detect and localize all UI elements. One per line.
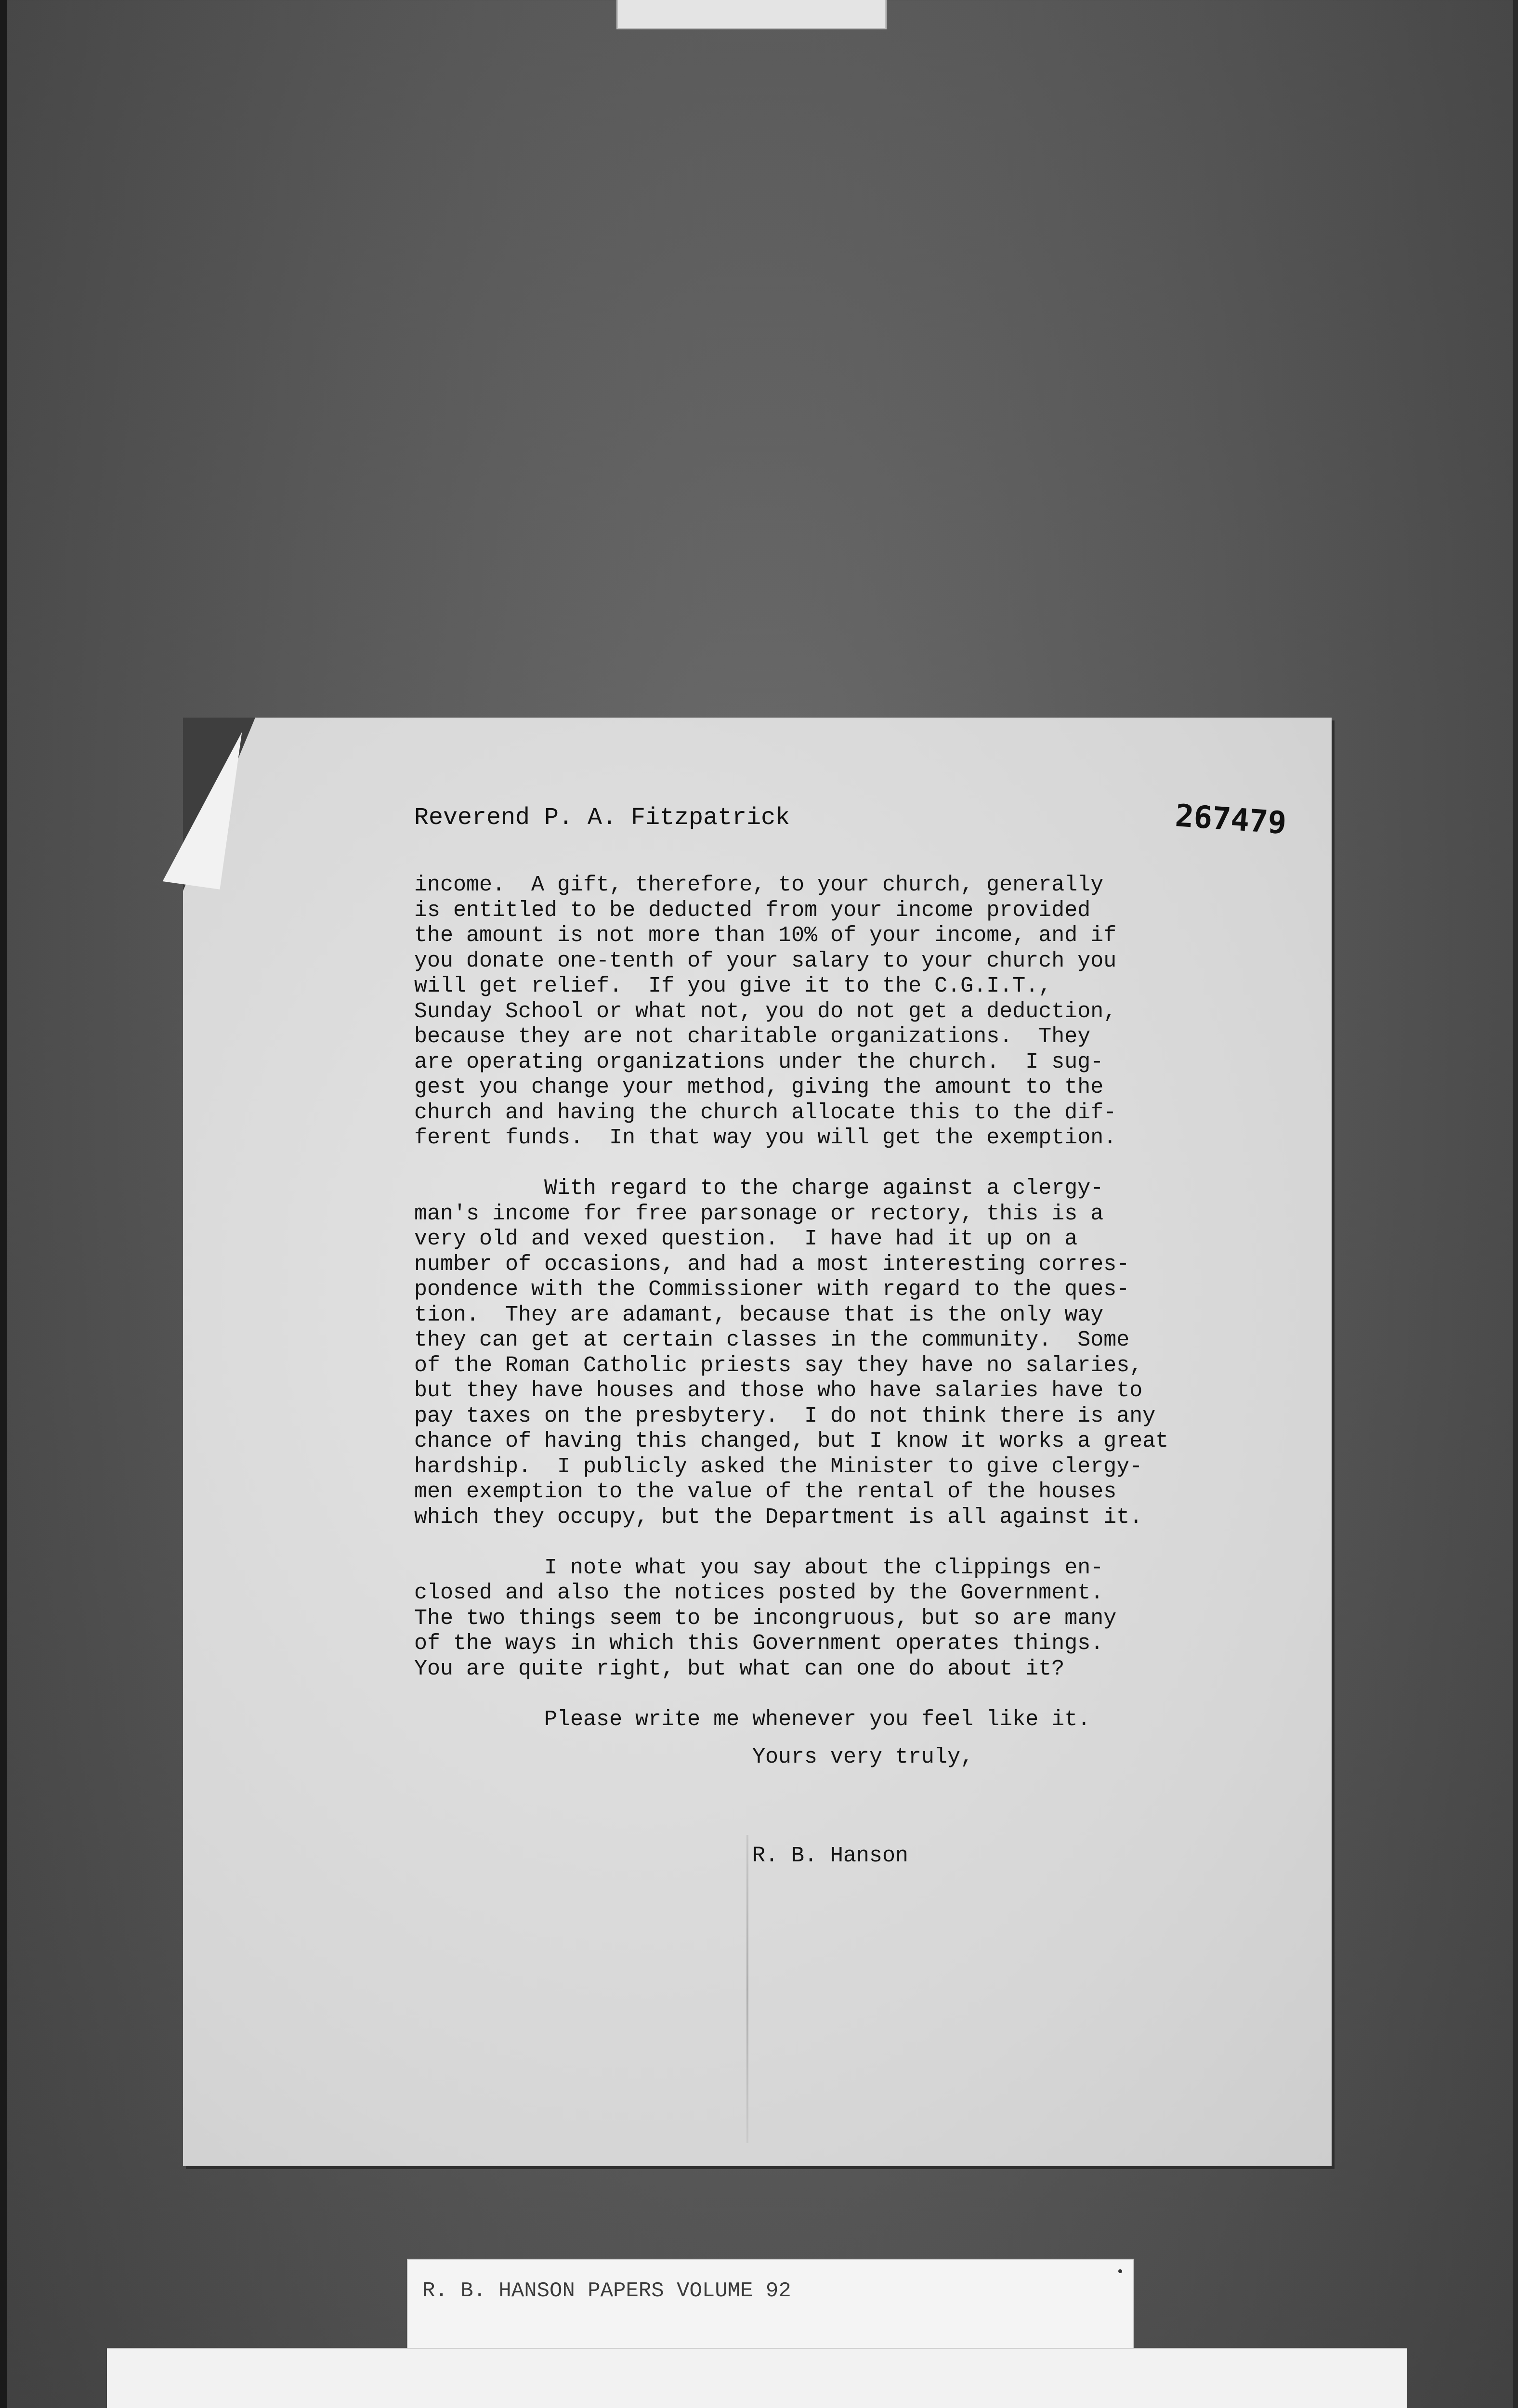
- text-line: of the ways in which this Government operates things.: [414, 1631, 1104, 1656]
- text-line: Please write me whenever you feel like it.: [414, 1707, 1091, 1732]
- top-mount-tab: [616, 0, 887, 29]
- text-line: closed and also the notices posted by the Government.: [414, 1581, 1104, 1605]
- scan-edge-right: [1513, 0, 1518, 2408]
- recipient-heading: Reverend P. A. Fitzpatrick: [414, 804, 790, 832]
- paragraph-gap: [414, 1151, 1305, 1177]
- label-mark: [1118, 2269, 1122, 2273]
- text-line: is entitled to be deducted from your income provided: [414, 898, 1091, 923]
- scan-edge-left: [0, 0, 7, 2408]
- text-line: ferent funds. In that way you will get the exemption.: [414, 1125, 1117, 1150]
- text-line: You are quite right, but what can one do about it?: [414, 1656, 1065, 1681]
- text-line: the amount is not more than 10% of your income, and if: [414, 923, 1117, 948]
- paragraph-3: [414, 1556, 1305, 1682]
- text-line: With regard to the charge against a clergy-: [414, 1176, 1104, 1201]
- text-line: Sunday School or what not, you do not get a deduction,: [414, 999, 1117, 1024]
- text-line: I note what you say about the clippings en-: [414, 1555, 1104, 1580]
- text-line: number of occasions, and had a most interesting corres-: [414, 1252, 1130, 1277]
- paragraph-gap: [414, 1682, 1305, 1707]
- text-line: but they have houses and those who have salaries have to: [414, 1378, 1143, 1403]
- text-line: will get relief. If you give it to the C.G.I.T.,: [414, 974, 1052, 998]
- signature: R. B. Hanson: [752, 1844, 909, 1868]
- text-line: which they occupy, but the Department is all against it.: [414, 1505, 1143, 1530]
- text-line: income. A gift, therefore, to your church, generally: [414, 873, 1104, 897]
- paragraph-2: [414, 1176, 1305, 1530]
- text-line: chance of having this changed, but I know it works a great: [414, 1429, 1169, 1453]
- text-line: gest you change your method, giving the amount to the: [414, 1075, 1104, 1099]
- text-line: tion. They are adamant, because that is the only way: [414, 1302, 1104, 1327]
- letter-page: [183, 718, 1332, 2166]
- text-line: pondence with the Commissioner with regard to the ques-: [414, 1277, 1130, 1302]
- paragraph-1: [414, 873, 1305, 1151]
- volume-label-text: R. B. HANSON PAPERS VOLUME 92: [422, 2279, 791, 2303]
- paper-crease: [746, 1835, 748, 2143]
- text-line: church and having the church allocate this to the dif-: [414, 1100, 1117, 1125]
- paragraph-4: [414, 1707, 1305, 1733]
- text-line: they can get at certain classes in the community. Some: [414, 1328, 1130, 1352]
- text-line: hardship. I publicly asked the Minister to give clergy-: [414, 1454, 1143, 1479]
- volume-label: [407, 2259, 1134, 2357]
- text-line: you donate one-tenth of your salary to your church you: [414, 948, 1117, 973]
- paragraph-gap: [414, 1530, 1305, 1556]
- text-line: because they are not charitable organizations. They: [414, 1024, 1091, 1049]
- text-line: men exemption to the value of the rental of the houses: [414, 1479, 1117, 1504]
- text-line: very old and vexed question. I have had it up on a: [414, 1227, 1078, 1251]
- document-number: 267479: [1174, 798, 1288, 841]
- text-line: are operating organizations under the church. I sug-: [414, 1049, 1104, 1074]
- text-line: pay taxes on the presbytery. I do not think there is any: [414, 1403, 1156, 1428]
- archives-stamp-card: [107, 2348, 1407, 2408]
- text-line: The two things seem to be incongruous, but so are many: [414, 1606, 1117, 1631]
- text-line: of the Roman Catholic priests say they have no salaries,: [414, 1353, 1143, 1378]
- text-line: man's income for free parsonage or rectory, this is a: [414, 1201, 1104, 1226]
- closing: Yours very truly,: [752, 1745, 974, 1769]
- letter-body: [414, 873, 1305, 1732]
